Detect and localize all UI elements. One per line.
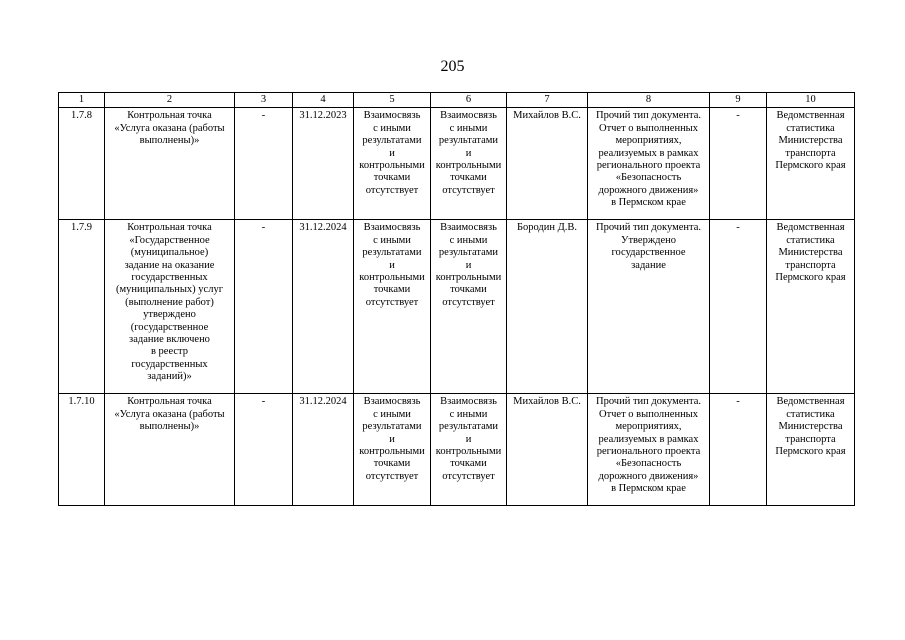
cell-text-line: 1.7.8: [71, 110, 92, 122]
cell-text-line: -: [261, 396, 266, 408]
column-header: 1: [59, 93, 105, 108]
cell-text-line: регионального проекта: [596, 446, 701, 458]
cell-text-line: Ведомственная: [776, 222, 845, 234]
due-date-cell: [293, 108, 354, 220]
cell-text-line: Контрольная точка: [127, 110, 212, 122]
cell-text-line: реализуемых в рамках: [598, 147, 699, 159]
cell-text-line: с иными: [373, 234, 411, 246]
cell-text-line: транспорта: [785, 259, 836, 271]
milestone-name-cell: [105, 108, 235, 220]
page-number: 205: [440, 58, 465, 75]
row-number-cell: [59, 394, 105, 506]
cell-text-line: дорожного движения»: [598, 184, 699, 196]
cell-text-line: Прочий тип документа.: [596, 222, 701, 234]
milestone-name-cell: [105, 394, 235, 506]
cell-text-line: контрольными: [435, 272, 502, 284]
cell-text-line: отсутствует: [365, 296, 419, 308]
cell-text-line: и: [389, 433, 395, 445]
relation-cell: [431, 108, 507, 220]
cell-text-line: Взаимосвязь: [440, 222, 497, 234]
cell-text-line: выполнены)»: [139, 421, 200, 433]
cell-text-line: Пермского края: [775, 446, 846, 458]
column-header: 3: [235, 93, 293, 108]
cell-text-line: контрольными: [359, 272, 425, 284]
cell-text-line: результатами: [362, 135, 422, 147]
responsible-cell: [507, 220, 588, 394]
cell-text-line: Взаимосвязь: [440, 110, 497, 122]
cell-text-line: результатами: [438, 247, 499, 259]
cell-text-line: задание на оказание: [124, 259, 215, 271]
cell-text-line: (муниципальное): [130, 247, 209, 259]
cell-text-line: утверждено: [143, 309, 196, 321]
cell-text-line: дорожного движения»: [598, 470, 699, 482]
cell-text-line: Бородин Д.В.: [516, 222, 578, 234]
cell-text-line: Пермского края: [775, 160, 846, 172]
cell-text-line: статистика: [786, 234, 835, 246]
cell-9: [710, 108, 767, 220]
cell-text-line: Министерства: [778, 421, 843, 433]
cell-text-line: с иными: [449, 234, 488, 246]
table-body: [59, 108, 855, 506]
cell-text-line: «Безопасность: [615, 172, 682, 184]
cell-text-line: точками: [450, 172, 487, 184]
cell-text-line: заданий)»: [147, 371, 192, 383]
cell-text-line: Министерства: [778, 247, 843, 259]
relation-cell: [431, 394, 507, 506]
cell-text-line: результатами: [438, 421, 499, 433]
responsible-cell: [507, 394, 588, 506]
cell-text-line: точками: [373, 284, 411, 296]
cell-text-line: точками: [450, 284, 487, 296]
cell-text-line: транспорта: [785, 433, 836, 445]
due-date-cell: [293, 394, 354, 506]
cell-text-line: задание: [631, 259, 666, 271]
cell-text-line: результатами: [438, 135, 499, 147]
cell-text-line: Отчет о выполненных: [598, 408, 698, 420]
row-number-cell: [59, 220, 105, 394]
cell-text-line: «Услуга оказана (работы: [114, 408, 225, 420]
cell-text-line: регионального проекта: [596, 160, 701, 172]
responsible-cell: [507, 108, 588, 220]
cell-text-line: результатами: [362, 421, 422, 433]
cell-text-line: государственных: [131, 272, 208, 284]
cell-text-line: мероприятиях,: [615, 421, 682, 433]
column-header: 10: [767, 93, 855, 108]
cell-text-line: и: [465, 259, 472, 271]
milestone-name-cell: [105, 220, 235, 394]
cell-9: [710, 394, 767, 506]
cell-text-line: отсутствует: [442, 470, 495, 482]
cell-text-line: отсутствует: [442, 184, 495, 196]
cell-text-line: выполнены)»: [139, 135, 200, 147]
cell-3: [235, 220, 293, 394]
cell-text-line: 31.12.2023: [299, 110, 347, 122]
cell-text-line: с иными: [449, 408, 488, 420]
column-header: 5: [354, 93, 431, 108]
cell-text-line: (государственное: [130, 321, 209, 333]
info-system-cell: [767, 220, 855, 394]
column-header: 8: [588, 93, 710, 108]
table-row: [59, 394, 855, 506]
cell-text-line: с иными: [373, 122, 411, 134]
cell-text-line: результатами: [362, 247, 422, 259]
relation-cell: [354, 220, 431, 394]
cell-text-line: Взаимосвязь: [440, 396, 497, 408]
table-row: [59, 108, 855, 220]
cell-text-line: (выполнение работ): [125, 296, 214, 308]
cell-text-line: контрольными: [435, 446, 502, 458]
cell-text-line: с иными: [449, 122, 488, 134]
due-date-cell: [293, 220, 354, 394]
cell-text-line: Взаимосвязь: [363, 396, 421, 408]
cell-text-line: в Пермском крае: [611, 483, 686, 495]
cell-text-line: в реестр: [150, 346, 189, 358]
column-header: 7: [507, 93, 588, 108]
cell-text-line: транспорта: [785, 147, 836, 159]
cell-text-line: Ведомственная: [776, 396, 845, 408]
cell-text-line: Контрольная точка: [127, 222, 212, 234]
cell-text-line: контрольными: [359, 160, 425, 172]
cell-text-line: и: [389, 147, 395, 159]
cell-text-line: государственное: [611, 247, 686, 259]
cell-text-line: и: [465, 433, 472, 445]
cell-text-line: отсутствует: [365, 184, 419, 196]
cell-text-line: Контрольная точка: [127, 396, 212, 408]
cell-text-line: статистика: [786, 122, 835, 134]
cell-text-line: 31.12.2024: [299, 222, 347, 234]
header-row: [59, 93, 855, 108]
cell-text-line: Михайлов В.С.: [513, 396, 581, 408]
cell-text-line: задание включено: [129, 334, 210, 346]
cell-text-line: Пермского края: [775, 272, 846, 284]
relation-cell: [354, 394, 431, 506]
cell-text-line: «Безопасность: [615, 458, 682, 470]
document-type-cell: [588, 220, 710, 394]
document-type-cell: [588, 108, 710, 220]
cell-text-line: контрольными: [359, 446, 425, 458]
cell-text-line: Ведомственная: [776, 110, 845, 122]
cell-text-line: -: [736, 222, 740, 234]
cell-text-line: Прочий тип документа.: [596, 110, 701, 122]
cell-3: [235, 394, 293, 506]
row-number-cell: [59, 108, 105, 220]
relation-cell: [431, 220, 507, 394]
cell-text-line: отсутствует: [365, 470, 419, 482]
cell-text-line: контрольными: [435, 160, 502, 172]
cell-text-line: 31.12.2024: [299, 396, 347, 408]
cell-text-line: с иными: [373, 408, 411, 420]
cell-text-line: (муниципальных) услуг: [115, 284, 224, 296]
cell-text-line: 1.7.9: [71, 222, 92, 234]
cell-text-line: Утверждено: [621, 234, 676, 246]
cell-text-line: точками: [450, 458, 487, 470]
cell-text-line: Взаимосвязь: [363, 110, 421, 122]
cell-9: [710, 220, 767, 394]
column-header: 6: [431, 93, 507, 108]
cell-text-line: «Государственное: [129, 234, 210, 246]
cell-text-line: Михайлов В.С.: [513, 110, 581, 122]
document-type-cell: [588, 394, 710, 506]
cell-text-line: отсутствует: [442, 296, 495, 308]
cell-text-line: 1.7.10: [68, 396, 95, 408]
cell-text-line: реализуемых в рамках: [598, 433, 699, 445]
cell-text-line: статистика: [786, 408, 835, 420]
cell-text-line: точками: [373, 172, 411, 184]
cell-text-line: Прочий тип документа.: [596, 396, 701, 408]
info-system-cell: [767, 108, 855, 220]
cell-text-line: в Пермском крае: [611, 197, 686, 209]
cell-text-line: «Услуга оказана (работы: [114, 122, 225, 134]
column-header: 9: [710, 93, 767, 108]
cell-text-line: Отчет о выполненных: [598, 122, 698, 134]
cell-text-line: и: [389, 259, 395, 271]
milestones-table: [58, 92, 855, 506]
cell-text-line: государственных: [131, 358, 208, 370]
cell-text-line: мероприятиях,: [615, 135, 682, 147]
cell-text-line: Взаимосвязь: [363, 222, 421, 234]
cell-text-line: точками: [373, 458, 411, 470]
cell-text-line: -: [736, 110, 740, 122]
cell-3: [235, 108, 293, 220]
column-header: 2: [105, 93, 235, 108]
cell-text-line: -: [261, 110, 266, 122]
cell-text-line: Министерства: [778, 135, 843, 147]
cell-text-line: и: [465, 147, 472, 159]
column-header: 4: [293, 93, 354, 108]
relation-cell: [354, 108, 431, 220]
info-system-cell: [767, 394, 855, 506]
table-row: [59, 220, 855, 394]
cell-text-line: -: [261, 222, 266, 234]
cell-text-line: -: [736, 396, 740, 408]
